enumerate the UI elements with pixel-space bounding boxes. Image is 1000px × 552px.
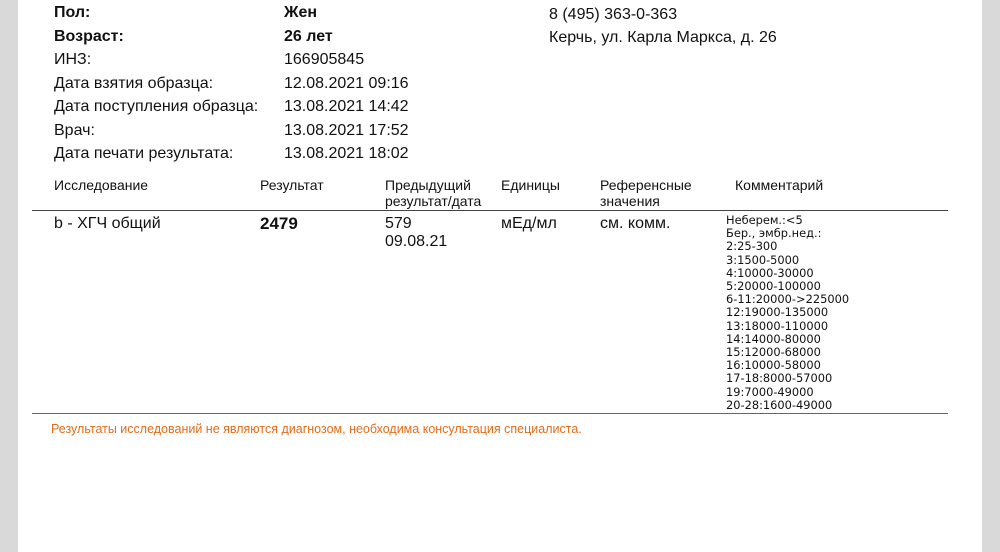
- comment-line: 13:18000-110000: [726, 318, 829, 333]
- row-reference: см. комм.: [600, 215, 671, 232]
- header-reference: [600, 177, 692, 209]
- comment-line: 16:10000-58000: [726, 358, 821, 373]
- doctor-value: 13.08.2021 17:52: [284, 122, 409, 139]
- comment-line: 4:10000-30000: [726, 265, 814, 280]
- comment-line: 14:14000-80000: [726, 331, 821, 346]
- row-units: мЕд/мл: [501, 215, 557, 232]
- age-value: 26 лет: [284, 28, 333, 45]
- sample-received-value: 13.08.2021 14:42: [284, 98, 409, 115]
- lab-phone: 8 (495) 363-0-363: [549, 6, 678, 23]
- header-reference-line1: Референсные: [600, 177, 692, 193]
- row-previous: [385, 215, 447, 251]
- header-test: Исследование: [54, 177, 149, 193]
- comment-line: 12:19000-135000: [726, 305, 829, 320]
- table-header-divider: [32, 210, 948, 211]
- comment-line: 15:12000-68000: [726, 345, 821, 360]
- inz-label: ИНЗ:: [54, 51, 92, 68]
- header-result: Результат: [260, 177, 324, 193]
- disclaimer-notice: Результаты исследований не являются диагнозом, необходима консультация специалиста.: [51, 422, 582, 436]
- print-date-value: 13.08.2021 18:02: [284, 145, 409, 162]
- sex-value: Жен: [284, 4, 318, 21]
- comment-line: 20-28:1600-49000: [726, 397, 833, 412]
- comment-line: 17-18:8000-57000: [726, 371, 833, 386]
- sample-taken-label: Дата взятия образца:: [54, 75, 214, 92]
- header-previous-line2: результат/дата: [385, 193, 482, 209]
- row-previous-date: 09.08.21: [385, 233, 448, 250]
- row-test-name: b - ХГЧ общий: [54, 215, 161, 232]
- table-bottom-divider: [32, 413, 948, 414]
- header-previous: [385, 177, 481, 209]
- print-date-label: Дата печати результата:: [54, 145, 234, 162]
- comment-line: 3:1500-5000: [726, 252, 800, 267]
- inz-value: 166905845: [284, 51, 365, 68]
- age-label: Возраст:: [54, 28, 124, 45]
- comment-line: 5:20000-100000: [726, 279, 821, 294]
- sex-label: Пол:: [54, 4, 91, 21]
- row-result: 2479: [260, 214, 298, 233]
- row-comment-list: [726, 214, 849, 412]
- header-reference-line2: значения: [600, 193, 660, 209]
- lab-address: Керчь, ул. Карла Маркса, д. 26: [549, 29, 777, 46]
- comment-line: 6-11:20000->225000: [726, 292, 850, 307]
- comment-line: Неберем.:<5: [726, 213, 803, 227]
- row-previous-value: 579: [385, 215, 412, 232]
- sample-received-label: Дата поступления образца:: [54, 98, 259, 115]
- comment-line: 19:7000-49000: [726, 384, 814, 399]
- comment-line: Бер., эмбр.нед.:: [726, 226, 822, 241]
- sample-taken-value: 12.08.2021 09:16: [284, 75, 409, 92]
- header-comment: Комментарий: [735, 177, 824, 193]
- comment-line: 2:25-300: [726, 239, 778, 254]
- header-previous-line1: Предыдущий: [385, 177, 471, 193]
- header-units: Единицы: [501, 177, 560, 193]
- doctor-label: Врач:: [54, 122, 95, 139]
